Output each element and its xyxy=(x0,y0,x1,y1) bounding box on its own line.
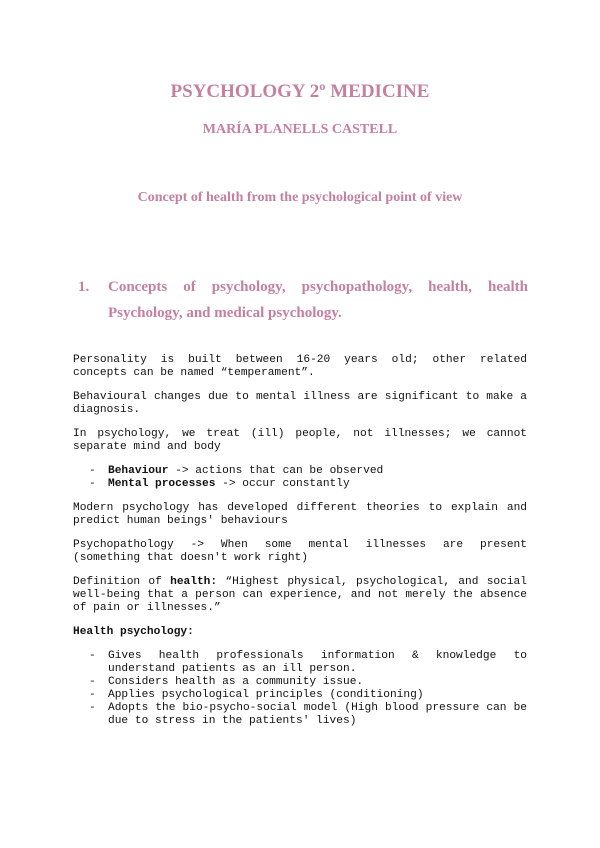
list-item xyxy=(89,465,527,478)
document-subtitle: Concept of health from the psychological point of view xyxy=(137,190,463,205)
section-number: 1. xyxy=(78,279,90,295)
list-item: - Applies psychological principles (conditioning) xyxy=(89,689,424,701)
term-health: health: xyxy=(170,576,218,588)
document-body xyxy=(73,354,527,739)
paragraph-psychopathology: Psychopathology -> When some mental illnesses are present (something that doesn't work right) xyxy=(73,539,527,564)
list-health-psychology xyxy=(73,650,527,728)
paragraph-personality: Personality is built between 16-20 years old; other related concepts can be named “temperament”. xyxy=(73,354,527,379)
list-behaviour-mental xyxy=(73,465,527,491)
list-item: - Considers health as a community issue. xyxy=(89,676,364,688)
term-behaviour: Behaviour xyxy=(108,465,169,477)
term-mental-processes: Mental processes xyxy=(108,478,216,490)
dash-bullet: - xyxy=(89,478,96,490)
author-name: MARÍA PLANELLS CASTELL xyxy=(202,122,398,137)
list-item: - Adopts the bio-psycho-social model (High blood pressure can be due to stress in the patients' lives) xyxy=(89,702,527,727)
list-item xyxy=(89,478,527,491)
section-heading xyxy=(78,274,528,326)
health-psychology-heading: Health psychology: xyxy=(73,626,194,638)
dash-bullet: - xyxy=(89,702,96,714)
paragraph-behavioural-changes: Behavioural changes due to mental illness are significant to make a diagnosis. xyxy=(73,391,527,416)
paragraph-modern-psychology: Modern psychology has developed different theories to explain and predict human beings' behaviours xyxy=(73,502,527,527)
paragraph-treat-people: In psychology, we treat (ill) people, not illnesses; we cannot separate mind and body xyxy=(73,428,527,453)
paragraph-health-definition: Definition of health: “Highest physical, psychological, and social well-being that a person can experience, and not merely the absence of pain or illnesses.” xyxy=(73,576,527,614)
document-title: PSYCHOLOGY 2º MEDICINE xyxy=(170,81,430,102)
dash-bullet: - xyxy=(89,689,96,701)
section-title: Concepts of psychology, psychopathology, health, health Psychology, and medical psychology. xyxy=(108,279,528,321)
list-item: - Gives health professionals information & knowledge to understand patients as an ill person. xyxy=(89,650,527,675)
dash-bullet: - xyxy=(89,465,96,477)
dash-bullet: - xyxy=(89,676,96,688)
dash-bullet: - xyxy=(89,650,96,662)
term-mental-processes-desc: -> occur constantly xyxy=(215,478,350,490)
term-behaviour-desc: -> actions that can be observed xyxy=(168,465,384,477)
